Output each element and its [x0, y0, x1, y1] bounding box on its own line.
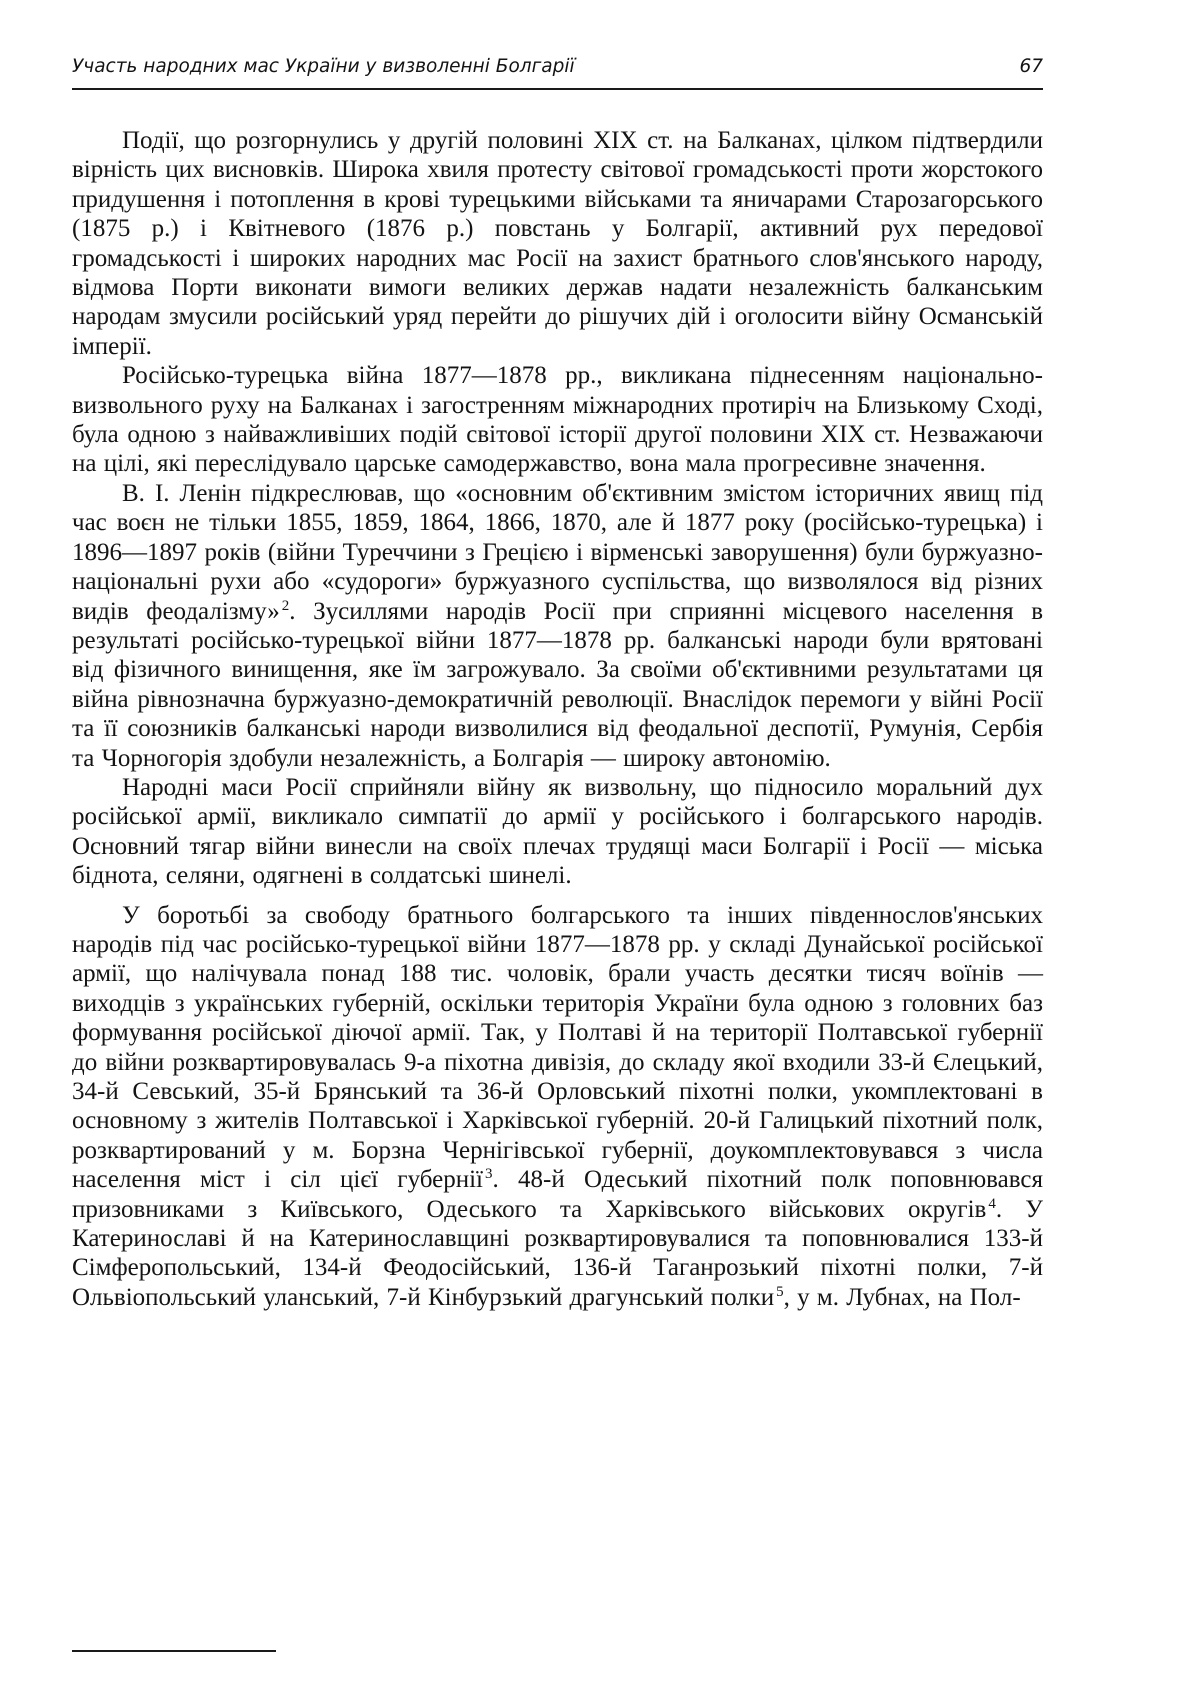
- text-run: , у м. Лубнах, на Пол-: [783, 1283, 1021, 1311]
- paragraph: [72, 479, 1043, 773]
- paragraph: [72, 126, 1043, 361]
- footnote-ref: 5: [776, 1283, 784, 1300]
- paragraph: [72, 773, 1043, 891]
- text-run: В. І. Ленін підкреслював, що «основним об'єктивним змістом історичних явищ під час воєн не тільки 1855, 1859, 1864, 1866, 1870, але й 1877 року (російсько-турецька) і 1896—1897 років (війни Туреччини з Грецією і вірменські заворушення) були буржуазно-національні рухи або «судороги» буржуазного суспільства, що визволялося від різних видів феодалізму»: [72, 479, 1043, 625]
- text-run: . 48-й Одеський піхотний полк поповнювався призовниками з Київського, Одеського та Харківського військових округів: [72, 1166, 1043, 1223]
- footnote-ref: 3: [485, 1166, 493, 1183]
- body-text: [72, 126, 1043, 1312]
- page-header: [72, 50, 1043, 90]
- paragraph: [72, 361, 1043, 479]
- text-run: . У Катеринославі й на Катеринославщині розквартировувалися та поповнювалися 133-й Сімферопольський, 134-й Феодосійський, 136-й Таганрозький піхотні полки, 7-й Ольвіопольський уланський, 7-й Кінбурзький драгунський полки: [72, 1195, 1043, 1311]
- text-run: Російсько-турецька війна 1877—1878 рр., викликана піднесенням національно-визвольного руху на Балканах і загостренням міжнародних протиріч на Близькому Сході, була одною з найважливіших подій світової історії другої половини XIX ст. Незважаючи на цілі, які переслідувало царське самодержавство, вона мала прогресивне значення.: [72, 362, 1043, 478]
- footnote-ref: 2: [281, 597, 290, 614]
- text-run: Події, що розгорнулись у другій половині XIX ст. на Балканах, цілком підтвердили вірність цих висновків. Широка хвиля протесту світової громадськості проти жорстокого придушення і потоплення в крові турецькими військами та яничарами Старозагорського (1875 р.) і Квітневого (1876 р.) повстань у Болгарії, активний рух передової громадськості і широких народних мас Росії на захист братнього слов'янського народу, відмова Порти виконати вимоги великих держав надати незалежність балканським народам змусили російський уряд перейти до рішучих дій і оголосити війну Османській імперії.: [72, 127, 1043, 360]
- footnote-ref: 4: [988, 1195, 996, 1212]
- page-number: 67: [1019, 56, 1043, 77]
- text-run: Народні маси Росії сприйняли війну як визвольну, що підносило моральний дух російської армії, викликало симпатії до армії у російського і болгарського народів. Основний тягар війни винесли на своїх плечах трудящі маси Болгарії і Росії — міська біднота, селяни, одягнені в солдатські шинелі.: [72, 773, 1043, 890]
- paragraph: [72, 901, 1043, 1313]
- running-head: Участь народних мас України у визволенні Болгарії: [72, 56, 575, 77]
- text-run: . Зусиллями народів Росії при сприянні місцевого населення в результаті російсько-турецької війни 1877—1878 рр. балканські народи були врятовані від фізичного винищення, яке їм загрожувало. За своїми об'єктивними результатами ця війна рівнозначна буржуазно-демократичній революції. Внаслідок перемоги у війні Росії та її союзників балканські народи визволилися від феодальної деспотії, Румунія, Сербія та Чорногорія здобули незалежність, а Болгарія — широку автономію.: [72, 597, 1043, 772]
- text-run: У боротьбі за свободу братнього болгарського та інших південнослов'янських народів під час російсько-турецької війни 1877—1878 рр. у складі Дунайської російської армії, що налічувала понад 188 тис. чоловік, брали участь десятки тисяч воїнів — виходців з українських губерній, оскільки територія України була одною з головних баз формування російської діючої армії. Так, у Полтаві й на території Полтавської губернії до війни розквартировувалась 9-а піхотна дивізія, до складу якої входили 33-й Єлецький, 34-й Севський, 35-й Брянський та 36-й Орловський піхотні полки, укомплектовані в основному з жителів Полтавської і Харківської губерній. 20-й Галицький піхотний полк, розквартирований у м. Борзна Чернігівської губернії, доукомплектовувався з числа населення міст і сіл цієї губернії: [72, 901, 1043, 1194]
- footnote-rule: [72, 1650, 276, 1652]
